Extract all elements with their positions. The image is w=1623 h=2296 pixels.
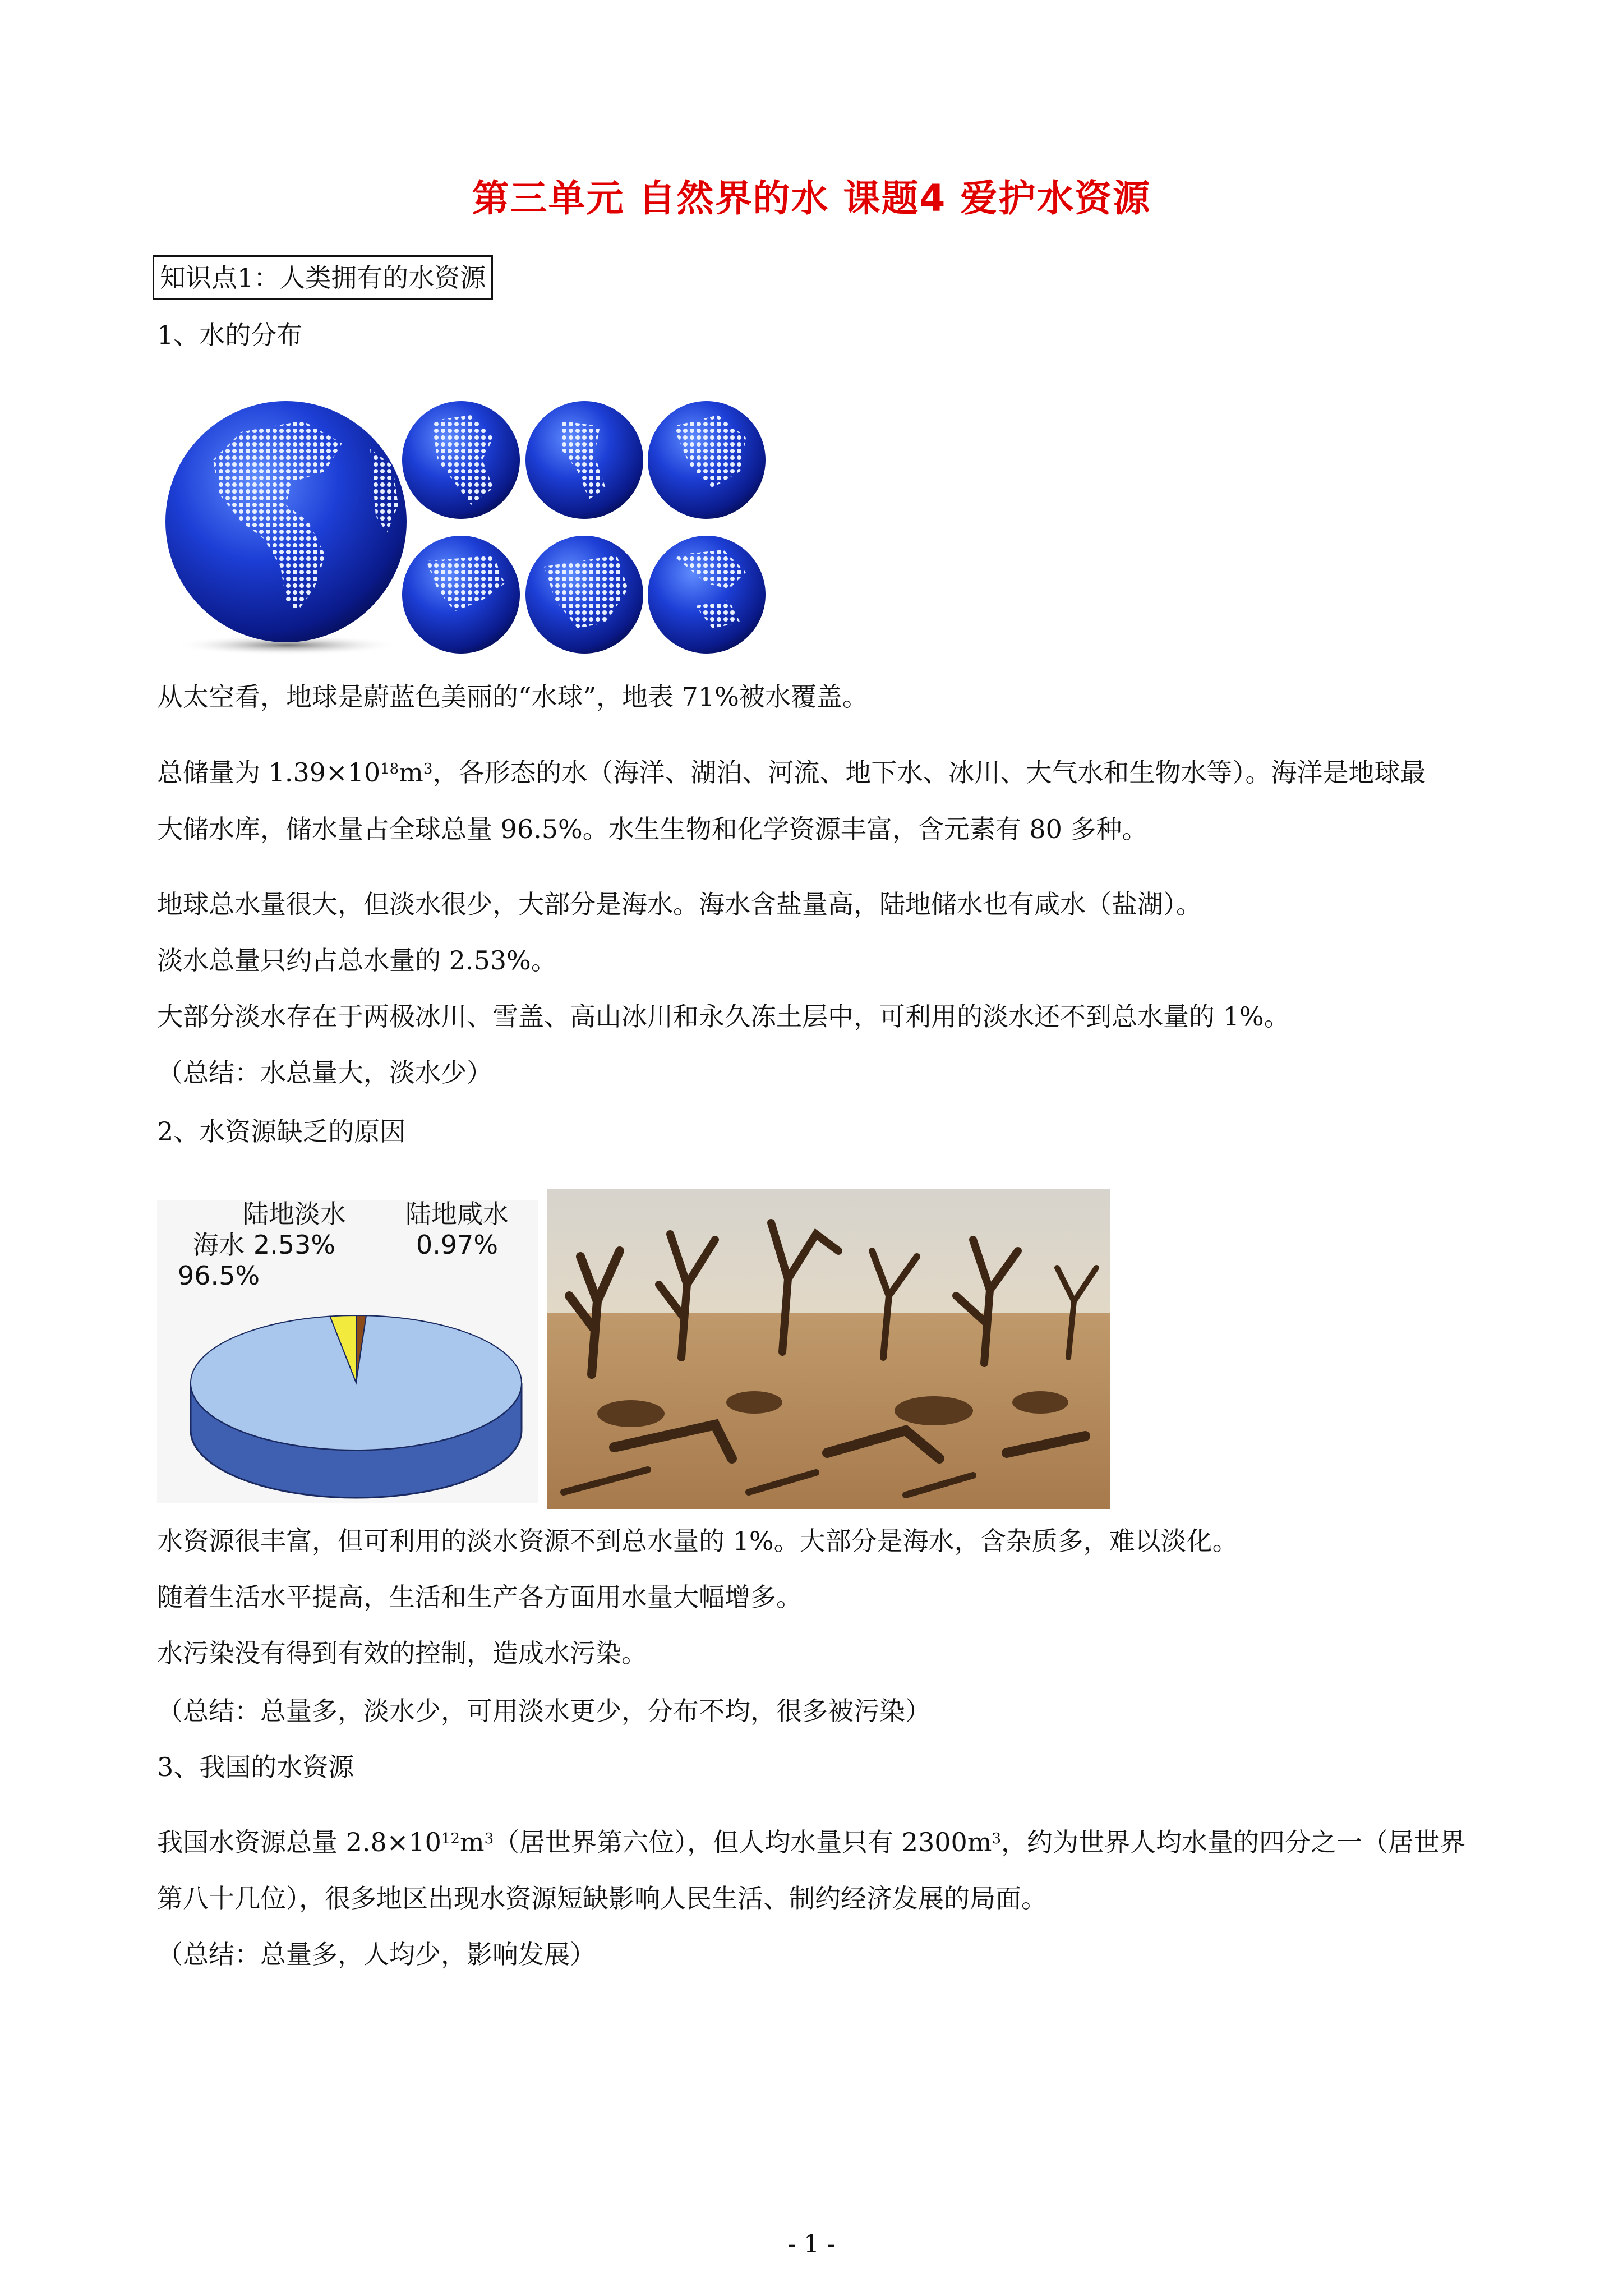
globes-image xyxy=(157,387,819,662)
knowledge-point-box: 知识点1：人类拥有的水资源 xyxy=(153,255,493,300)
summary-2: （总结：总量多，淡水少，可用淡水更少，分布不均，很多被污染） xyxy=(157,1696,931,1726)
paragraph-3: 地球总水量很大，但淡水很少，大部分是海水。海水含盐量高，陆地储水也有咸水（盐湖）。 xyxy=(157,889,1202,919)
globe-small-1 xyxy=(402,401,520,519)
globe-small-3 xyxy=(648,401,766,519)
pie-value-label-3: 0.97% xyxy=(416,1230,499,1260)
globe-small-2 xyxy=(525,401,643,519)
section-heading-3: 3、我国的水资源 xyxy=(157,1752,354,1782)
paragraph-9: 水污染没有得到有效的控制，造成水污染。 xyxy=(157,1638,647,1668)
pie-value-label-1: 96.5% xyxy=(177,1260,260,1291)
paragraph-1: 从太空看，地球是蔚蓝色美丽的“水球”，地表 71%被水覆盖。 xyxy=(157,682,868,712)
globe-small-4 xyxy=(402,536,520,654)
page-number: - 1 - xyxy=(787,2230,836,2258)
pie-value-label-2: 2.53% xyxy=(253,1230,336,1260)
summary-3: （总结：总量多，人均少，影响发展） xyxy=(157,1939,596,1970)
globe-large xyxy=(165,401,407,642)
paragraph-11-line-2: 第八十几位），很多地区出现水资源短缺影响人民生活、制约经济发展的局面。 xyxy=(157,1883,1047,1913)
dead-trees-desert-photo xyxy=(547,1189,1110,1509)
water-distribution-pie-chart xyxy=(157,1200,538,1503)
pie-category-label-2: 陆地淡水 xyxy=(243,1200,346,1229)
globe-small-6 xyxy=(648,536,766,654)
page-title: 第三单元 自然界的水 课题4 爱护水资源 xyxy=(472,177,1151,220)
paragraph-5: 大部分淡水存在于两极冰川、雪盖、高山冰川和永久冻土层中，可利用的淡水还不到总水量的 1%。 xyxy=(157,1001,1290,1032)
pie-category-label-1: 海水 xyxy=(193,1230,245,1260)
paragraph-7: 水资源很丰富，但可利用的淡水资源不到总水量的 1%。大部分是海水，含杂质多，难以淡化。 xyxy=(157,1526,1238,1556)
paragraph-2-line-1: 总储量为 $1.39\times 10^{18}m^3$，各形态的水（海洋、湖泊、河流、地下水、冰川、大气水和生物水等）。海洋是地球最 xyxy=(157,757,1426,788)
paragraph-2-line-2: 大储水库，储水量占全球总量 96.5%。水生生物和化学资源丰富，含元素有 80 多种。 xyxy=(157,814,1148,844)
pie-category-label-3: 陆地咸水 xyxy=(405,1200,509,1229)
paragraph-4: 淡水总量只约占总水量的 2.53%。 xyxy=(157,945,557,976)
summary-1: （总结：水总量大，淡水少） xyxy=(157,1057,492,1088)
section-heading-2: 2、水资源缺乏的原因 xyxy=(157,1116,406,1147)
globe-small-5 xyxy=(525,536,643,654)
paragraph-8: 随着生活水平提高，生活和生产各方面用水量大幅增多。 xyxy=(157,1582,802,1612)
paragraph-11-line-1: 我国水资源总量 $2.8\times 10^{12}m^3$（居世界第六位），但人均水量只有 $2300m^3$，约为世界人均水量的四分之一（居世界 xyxy=(157,1827,1465,1857)
section-heading-1: 1、水的分布 xyxy=(157,320,303,350)
